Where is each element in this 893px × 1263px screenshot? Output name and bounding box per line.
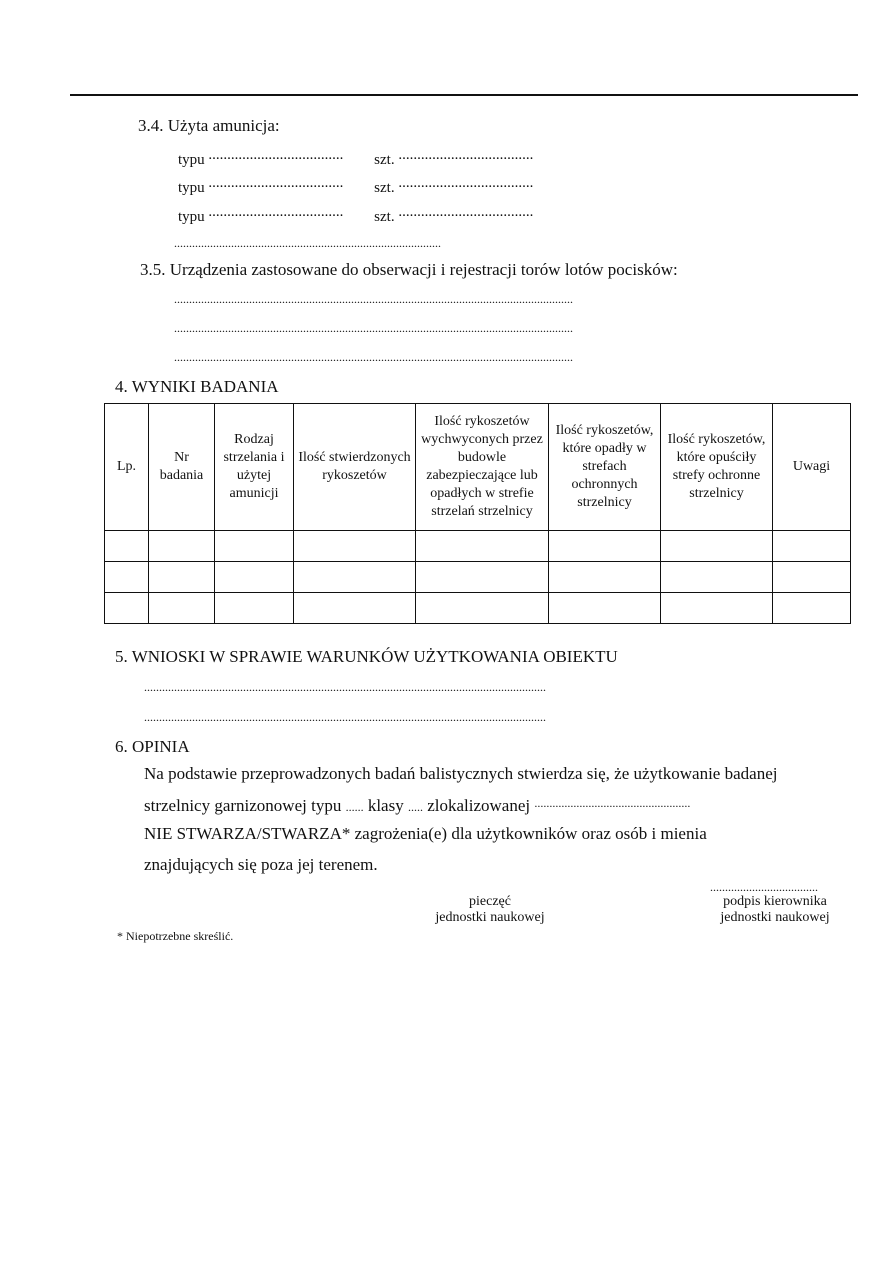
stamp-label: pieczęć (469, 894, 511, 909)
table-cell[interactable] (149, 531, 215, 562)
location-fill-line: .................................................... (534, 796, 691, 810)
devices-fill-line: ..................................................................................................................................... (174, 350, 573, 364)
table-cell[interactable] (105, 531, 149, 562)
results-table (104, 403, 851, 624)
table-cell[interactable] (549, 531, 661, 562)
stamp-block (400, 894, 580, 926)
table-cell[interactable] (661, 562, 773, 593)
signature-block (690, 894, 860, 926)
conclusions-heading: 5. WNIOSKI W SPRAWIE WARUNKÓW UŻYTKOWANIA OBIEKTU (115, 647, 618, 666)
footnote: * Niepotrzebne skreślić. (117, 929, 234, 943)
qty-label: szt. (374, 180, 395, 196)
conclusions-fill-line: ...................................................................................................................................... (144, 710, 546, 724)
type-label: typu (178, 152, 205, 168)
table-cell[interactable] (773, 562, 851, 593)
table-row (105, 562, 851, 593)
ammunition-heading: 3.4. Użyta amunicja: (138, 116, 280, 135)
col-header: Ilość stwierdzonych rykoszetów (294, 404, 416, 531)
col-header: Ilość rykoszetów wychwyconych przez budowle zabezpieczające lub opadłych w strefie strzelań strzelnicy (416, 404, 549, 531)
type-fill-line: .................................... (208, 204, 344, 220)
col-header: Ilość rykoszetów, które opuściły strefy ochronne strzelnicy (661, 404, 773, 531)
devices-heading: 3.5. Urządzenia zastosowane do obserwacji i rejestracji torów lotów pocisków: (140, 260, 678, 279)
devices-fill-line: ..................................................................................................................................... (174, 292, 573, 306)
table-cell[interactable] (773, 531, 851, 562)
table-cell[interactable] (661, 593, 773, 624)
opinion-line (144, 796, 796, 816)
ammunition-extra-fill-line: ......................................................................................... (174, 236, 441, 250)
table-cell[interactable] (549, 593, 661, 624)
type-label: typu (178, 180, 205, 196)
col-header: Uwagi (773, 404, 851, 531)
table-cell[interactable] (215, 562, 294, 593)
qty-fill-line: .................................... (398, 147, 534, 163)
table-cell[interactable] (149, 593, 215, 624)
qty-fill-line: .................................... (398, 175, 534, 191)
type-fill-line: .................................... (208, 175, 344, 191)
table-cell[interactable] (294, 531, 416, 562)
opinion-line: znajdujących się poza jej terenem. (144, 855, 378, 874)
table-cell[interactable] (416, 531, 549, 562)
stamp-label: jednostki naukowej (435, 910, 545, 925)
table-cell[interactable] (105, 562, 149, 593)
col-header: Rodzaj strzelania i użytej amunicji (215, 404, 294, 531)
type-fill-line: .................................... (208, 147, 344, 163)
signature-label: podpis kierownika (723, 894, 827, 909)
table-cell[interactable] (149, 562, 215, 593)
table-cell[interactable] (215, 593, 294, 624)
qty-fill-line: .................................... (398, 204, 534, 220)
table-cell[interactable] (773, 593, 851, 624)
col-header: Ilość rykoszetów, które opadły w strefach ochronnych strzelnicy (549, 404, 661, 531)
table-header-row (105, 404, 851, 531)
opinion-text: strzelnicy garnizonowej typu (144, 796, 342, 815)
conclusions-fill-line: ...................................................................................................................................... (144, 680, 546, 694)
table-row (105, 531, 851, 562)
signature-label: jednostki naukowej (720, 910, 830, 925)
table-cell[interactable] (661, 531, 773, 562)
table-cell[interactable] (294, 562, 416, 593)
type-label: typu (178, 209, 205, 225)
qty-label: szt. (374, 152, 395, 168)
opinion-text: zlokalizowanej (427, 796, 531, 815)
ammunition-row (178, 175, 568, 197)
range-type-fill-line: ...... (345, 800, 364, 814)
table-cell[interactable] (215, 531, 294, 562)
opinion-heading: 6. OPINIA (115, 737, 190, 756)
table-cell[interactable] (416, 562, 549, 593)
opinion-text: klasy (367, 796, 404, 815)
col-header: Nr badania (149, 404, 215, 531)
table-cell[interactable] (549, 562, 661, 593)
range-class-fill-line: ..... (407, 800, 423, 814)
ammunition-row (178, 204, 568, 226)
col-header: Lp. (105, 404, 149, 531)
table-row (105, 593, 851, 624)
results-heading: 4. WYNIKI BADANIA (115, 377, 279, 396)
devices-fill-line: ..................................................................................................................................... (174, 321, 573, 335)
table-cell[interactable] (105, 593, 149, 624)
table-cell[interactable] (294, 593, 416, 624)
opinion-line: NIE STWARZA/STWARZA* zagrożenia(e) dla użytkowników oraz osób i mienia (144, 824, 707, 843)
qty-label: szt. (374, 209, 395, 225)
ammunition-row (178, 147, 568, 169)
opinion-line: Na podstawie przeprowadzonych badań balistycznych stwierdza się, że użytkowanie badanej (144, 764, 778, 783)
signature-fill-line: .................................... (710, 880, 818, 894)
top-rule (70, 94, 858, 96)
table-cell[interactable] (416, 593, 549, 624)
